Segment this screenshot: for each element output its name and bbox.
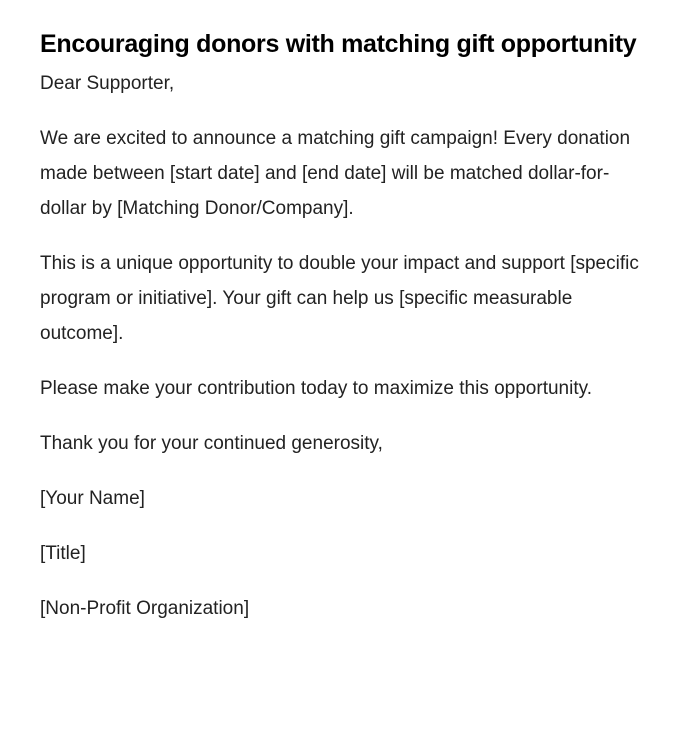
document-title: Encouraging donors with matching gift opportunity	[40, 30, 637, 58]
signature-organization: [Non-Profit Organization]	[40, 598, 250, 619]
closing-line: Thank you for your continued generosity,	[40, 433, 383, 454]
greeting: Dear Supporter,	[40, 73, 175, 94]
signature-title: [Title]	[40, 543, 86, 564]
paragraph-call-to-action: Please make your contribution today to maximize this opportunity.	[40, 378, 592, 399]
letter-document	[40, 22, 650, 626]
paragraph-announcement: We are excited to announce a matching gift campaign! Every donation made between [start date] and [end date] will be matched dollar-for-dollar by [Matching Donor/Company].	[40, 128, 631, 219]
paragraph-impact: This is a unique opportunity to double your impact and support [specific program or initiative]. Your gift can help us [specific measurable outcome].	[40, 253, 639, 344]
signature-name: [Your Name]	[40, 488, 145, 509]
